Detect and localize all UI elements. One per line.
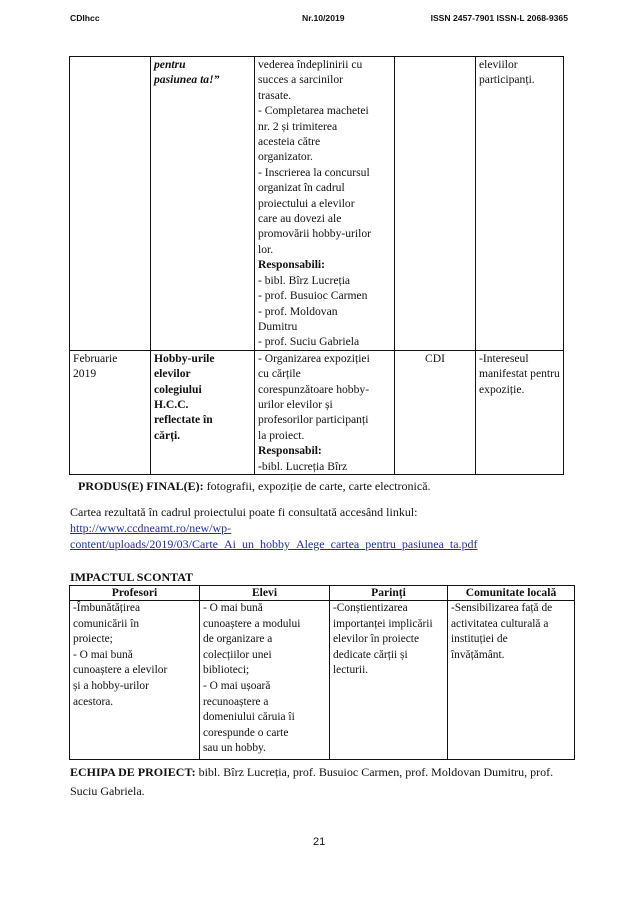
- impact-profesori-cell: -Îmbunătățirea comunicării în proiecte; - O mai bună cunoaștere a elevilor și a hobby-urilor acestora.: [70, 601, 200, 760]
- activity-description-cell: vederea îndeplinirii cu succes a sarcinilor trasate. - Completarea machetei nr. 2 și trimiterea acesteia către organizator. - Inscrierea la concursul organizat în cadrul proiectului a elevilor care au dovezi ale promovării hobby-urilor lor. Responsabili: - bibl. Bîrz Lucreția - prof. Busuioc Carmen - prof. Moldovan Dumitru - prof. Suciu Gabriela: [255, 57, 395, 351]
- table-row: [70, 350, 564, 474]
- activities-table: [69, 56, 564, 475]
- location-cell: CDI: [395, 350, 476, 474]
- column-header-elevi: Elevi: [200, 586, 330, 601]
- period-cell: [70, 57, 151, 351]
- evaluation-cell: -Intereseul manifestat pentru expoziție.: [476, 350, 564, 474]
- location-cell: [395, 57, 476, 351]
- responsabili-label: Responsabili:: [258, 258, 326, 272]
- responsabil-label: Responsabil:: [258, 444, 322, 458]
- page-number: 21: [313, 836, 326, 848]
- activity-title-cell: pentru pasiunea ta!”: [151, 57, 255, 351]
- impact-heading: IMPACTUL SCONTAT: [70, 570, 194, 584]
- running-header: [70, 13, 568, 27]
- evaluation-cell: eleviilor participanți.: [476, 57, 564, 351]
- book-link-line-1[interactable]: http://www.ccdneamt.ro/new/wp-: [70, 521, 232, 535]
- journal-name: CDIhcc: [70, 13, 100, 23]
- period-cell: Februarie 2019: [70, 350, 151, 474]
- book-link-paragraph: [70, 504, 570, 552]
- impact-table: [69, 585, 575, 760]
- column-header-comunitate: Comunitate locală: [448, 586, 575, 601]
- impact-elevi-cell: - O mai bună cunoaștere a modului de organizare a colecțiilor unei biblioteci; - O mai ușoară recunoaștere a domeniului căruia îi corespunde o carte sau un hobby.: [200, 601, 330, 760]
- book-link-intro: Cartea rezultată în cadrul proiectului poate fi consultată accesând linkul:: [70, 505, 418, 519]
- impact-comunitate-cell: -Sensibilizarea față de activitatea culturală a instituției de învățământ.: [448, 601, 575, 760]
- table-row: [70, 601, 575, 760]
- project-team-label: ECHIPA DE PROIECT:: [70, 765, 196, 779]
- activity-title-cell: Hobby-urile elevilor colegiului H.C.C. reflectate în cărți.: [151, 350, 255, 474]
- issn: ISSN 2457-7901 ISSN-L 2068-9365: [430, 13, 568, 23]
- activity-description-cell: - Organizarea expoziției cu cărțile corespunzătoare hobby- urilor elevilor și profesorilor participanți la proiect. Responsabil: -bibl. Lucreția Bîrz: [255, 350, 395, 474]
- final-products-label: PRODUS(E) FINAL(E):: [78, 479, 204, 493]
- column-header-parinti: Parinți: [330, 586, 448, 601]
- issue-number: Nr.10/2019: [302, 13, 345, 23]
- impact-parinti-cell: -Conștientizarea importanței implicării elevilor în proiecte dedicate cărții și lecturii.: [330, 601, 448, 760]
- final-products: PRODUS(E) FINAL(E): fotografii, expoziție de carte, carte electronică.: [78, 479, 431, 493]
- table-row: [70, 57, 564, 351]
- project-team: ECHIPA DE PROIECT: bibl. Bîrz Lucreția, prof. Busuioc Carmen, prof. Moldovan Dumitru, prof. Suciu Gabriela.: [70, 765, 554, 798]
- column-header-profesori: Profesori: [70, 586, 200, 601]
- book-link-line-2[interactable]: content/uploads/2019/03/Carte_Ai_un_hobby_Alege_cartea_pentru_pasiunea_ta.pdf: [70, 537, 478, 551]
- table-header-row: [70, 586, 575, 601]
